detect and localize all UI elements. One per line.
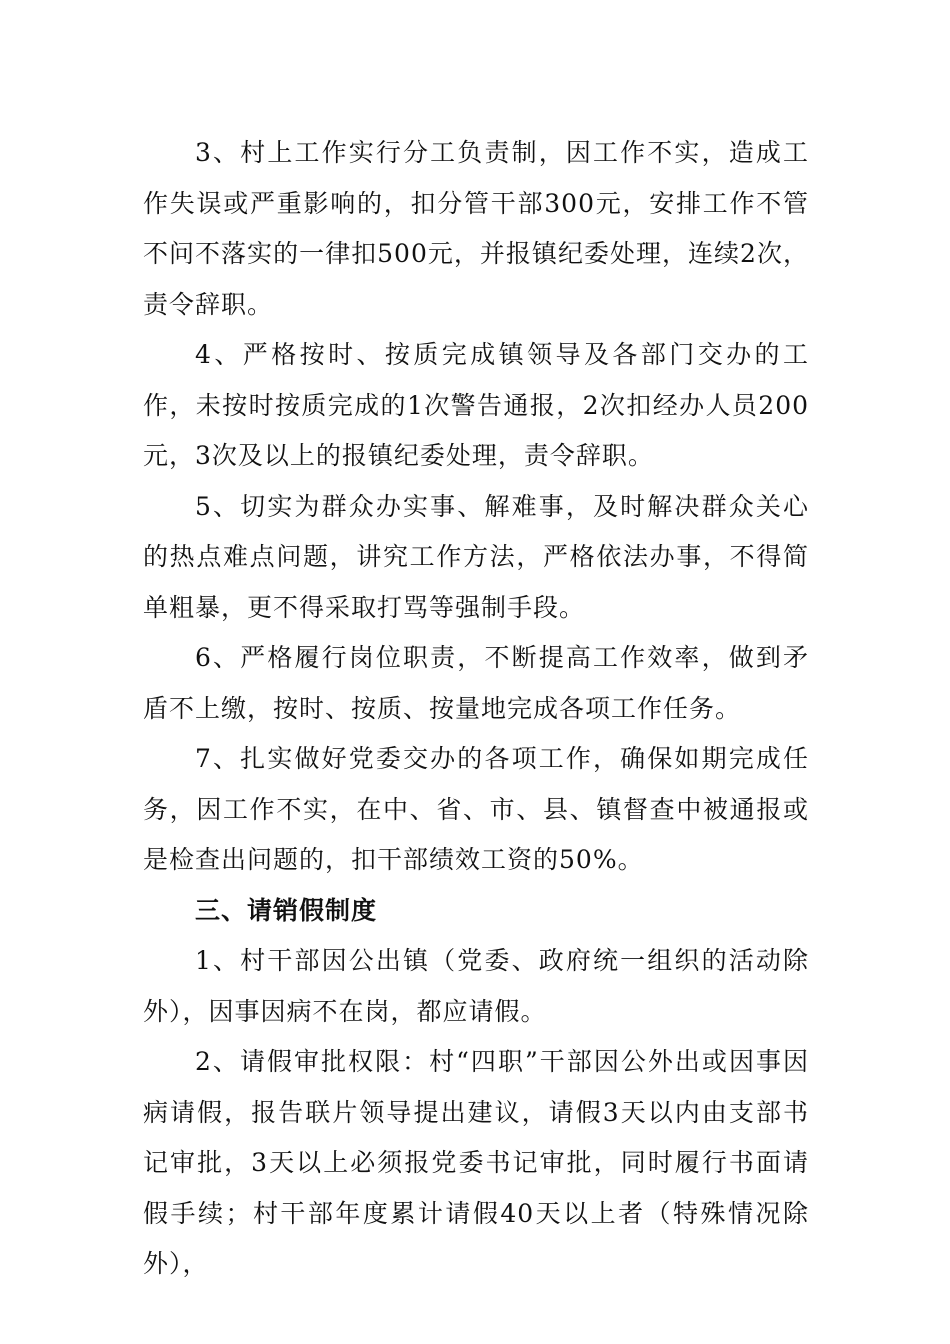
paragraph-rule-3: 3、村上工作实行分工负责制，因工作不实，造成工作失误或严重影响的，扣分管干部300元，安排工作不管不问不落实的一律扣500元，并报镇纪委处理，连续2次，责令辞职。 [143, 138, 809, 319]
section-heading-leave-system: 三、请销假制度 [195, 895, 378, 925]
document-body [143, 128, 809, 1290]
paragraph-rule-5: 5、切实为群众办实事、解难事，及时解决群众关心的热点难点问题，讲究工作方法，严格依法办事，不得简单粗暴，更不得采取打骂等强制手段。 [143, 491, 809, 622]
paragraph-leave-1: 1、村干部因公出镇（党委、政府统一组织的活动除外），因事因病不在岗，都应请假。 [143, 946, 809, 1026]
paragraph-rule-4: 4、严格按时、按质完成镇领导及各部门交办的工作，未按时按质完成的1次警告通报，2次扣经办人员200元，3次及以上的报镇纪委处理，责令辞职。 [143, 340, 809, 470]
paragraph-rule-6: 6、严格履行岗位职责，不断提高工作效率，做到矛盾不上缴，按时、按质、按量地完成各项工作任务。 [143, 643, 809, 723]
paragraph-rule-7: 7、扎实做好党委交办的各项工作，确保如期完成任务，因工作不实，在中、省、市、县、镇督查中被通报或是检查出问题的，扣干部绩效工资的50%。 [143, 744, 809, 874]
paragraph-leave-2: 2、请假审批权限：村“四职”干部因公外出或因事因病请假，报告联片领导提出建议，请假3天以内由支部书记审批，3天以上必须报党委书记审批，同时履行书面请假手续；村干部年度累计请假40天以上者（特殊情况除外）， [143, 1047, 809, 1278]
